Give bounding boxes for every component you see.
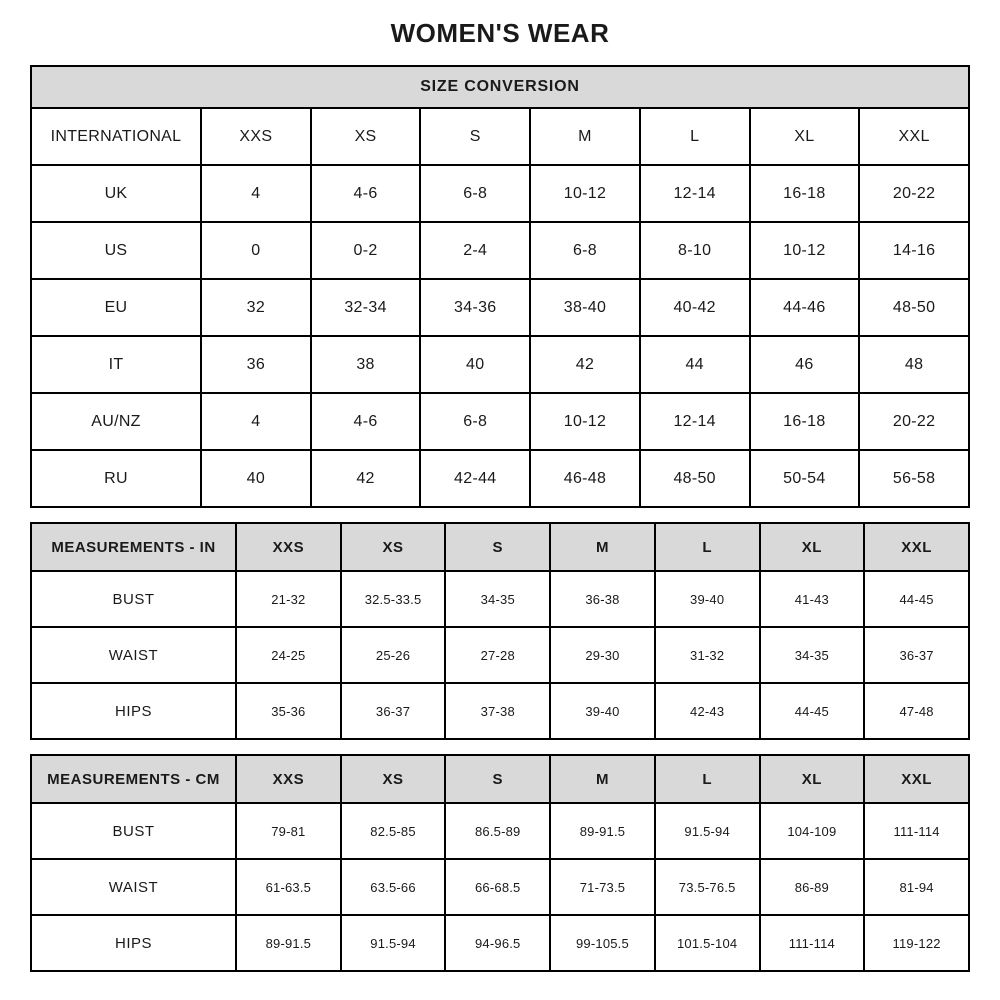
size-cell: 4: [201, 165, 311, 222]
size-cell: 16-18: [750, 393, 860, 450]
column-header: XL: [760, 523, 865, 571]
measurement-cell: 29-30: [550, 627, 655, 683]
size-cell: 56-58: [859, 450, 969, 507]
size-cell: XS: [311, 108, 421, 165]
row-label: WAIST: [31, 627, 236, 683]
size-cell: 4-6: [311, 165, 421, 222]
column-header: XXS: [236, 755, 341, 803]
size-cell: 10-12: [750, 222, 860, 279]
size-cell: 34-36: [420, 279, 530, 336]
column-header: M: [550, 755, 655, 803]
table-title: MEASUREMENTS - CM: [31, 755, 236, 803]
size-cell: 40: [201, 450, 311, 507]
row-label: IT: [31, 336, 201, 393]
size-cell: 6-8: [420, 393, 530, 450]
measurement-cell: 39-40: [655, 571, 760, 627]
column-header: XL: [760, 755, 865, 803]
measurement-cell: 111-114: [760, 915, 865, 971]
measurement-cell: 63.5-66: [341, 859, 446, 915]
row-label: EU: [31, 279, 201, 336]
size-cell: 6-8: [420, 165, 530, 222]
measurement-cell: 34-35: [760, 627, 865, 683]
measurement-cell: 89-91.5: [550, 803, 655, 859]
measurement-cell: 104-109: [760, 803, 865, 859]
table-row: [31, 108, 969, 165]
measurement-cell: 47-48: [864, 683, 969, 739]
measurement-cell: 41-43: [760, 571, 865, 627]
table-banner: SIZE CONVERSION: [31, 66, 969, 108]
measurement-cell: 35-36: [236, 683, 341, 739]
table-banner-row: [31, 66, 969, 108]
size-cell: 6-8: [530, 222, 640, 279]
measurements-in-table: [30, 522, 970, 740]
table-row: [31, 393, 969, 450]
size-cell: 40: [420, 336, 530, 393]
size-cell: 48: [859, 336, 969, 393]
measurement-cell: 94-96.5: [445, 915, 550, 971]
size-cell: 4-6: [311, 393, 421, 450]
measurement-cell: 79-81: [236, 803, 341, 859]
column-header: XXS: [236, 523, 341, 571]
measurement-cell: 24-25: [236, 627, 341, 683]
size-cell: M: [530, 108, 640, 165]
measurement-cell: 25-26: [341, 627, 446, 683]
table-row: [31, 450, 969, 507]
size-cell: 14-16: [859, 222, 969, 279]
table-row: [31, 222, 969, 279]
size-cell: 44: [640, 336, 750, 393]
row-label: WAIST: [31, 859, 236, 915]
measurement-cell: 71-73.5: [550, 859, 655, 915]
measurement-cell: 27-28: [445, 627, 550, 683]
row-label: HIPS: [31, 683, 236, 739]
size-cell: 16-18: [750, 165, 860, 222]
size-cell: 0: [201, 222, 311, 279]
size-cell: 10-12: [530, 165, 640, 222]
page-title: WOMEN'S WEAR: [390, 18, 610, 48]
measurement-cell: 31-32: [655, 627, 760, 683]
size-cell: 2-4: [420, 222, 530, 279]
measurement-cell: 61-63.5: [236, 859, 341, 915]
table-row: [31, 627, 969, 683]
size-cell: L: [640, 108, 750, 165]
row-label: INTERNATIONAL: [31, 108, 201, 165]
table-row: [31, 859, 969, 915]
size-cell: XL: [750, 108, 860, 165]
measurement-cell: 37-38: [445, 683, 550, 739]
size-cell: XXS: [201, 108, 311, 165]
size-cell: 38: [311, 336, 421, 393]
measurement-cell: 111-114: [864, 803, 969, 859]
size-cell: 42-44: [420, 450, 530, 507]
size-cell: 38-40: [530, 279, 640, 336]
table-row: [31, 165, 969, 222]
table-row: [31, 915, 969, 971]
measurement-cell: 66-68.5: [445, 859, 550, 915]
column-header: L: [655, 523, 760, 571]
column-header: M: [550, 523, 655, 571]
table-title: MEASUREMENTS - IN: [31, 523, 236, 571]
measurement-cell: 21-32: [236, 571, 341, 627]
row-label: UK: [31, 165, 201, 222]
measurement-cell: 42-43: [655, 683, 760, 739]
measurement-cell: 44-45: [760, 683, 865, 739]
column-header: XS: [341, 755, 446, 803]
measurement-cell: 73.5-76.5: [655, 859, 760, 915]
size-cell: 4: [201, 393, 311, 450]
size-cell: 46: [750, 336, 860, 393]
measurements-cm-table: [30, 754, 970, 972]
column-header: S: [445, 755, 550, 803]
measurement-cell: 86.5-89: [445, 803, 550, 859]
table-row: [31, 803, 969, 859]
table-row: [31, 336, 969, 393]
measurement-cell: 39-40: [550, 683, 655, 739]
size-cell: 46-48: [530, 450, 640, 507]
measurement-cell: 34-35: [445, 571, 550, 627]
size-cell: 32-34: [311, 279, 421, 336]
table-header-row: [31, 755, 969, 803]
measurement-cell: 82.5-85: [341, 803, 446, 859]
column-header: L: [655, 755, 760, 803]
size-cell: 0-2: [311, 222, 421, 279]
column-header: XXL: [864, 523, 969, 571]
size-cell: 44-46: [750, 279, 860, 336]
size-cell: 10-12: [530, 393, 640, 450]
measurement-cell: 99-105.5: [550, 915, 655, 971]
size-cell: 36: [201, 336, 311, 393]
measurement-cell: 36-37: [864, 627, 969, 683]
size-cell: 40-42: [640, 279, 750, 336]
size-cell: 42: [311, 450, 421, 507]
column-header: XXL: [864, 755, 969, 803]
size-cell: 32: [201, 279, 311, 336]
measurement-cell: 101.5-104: [655, 915, 760, 971]
row-label: US: [31, 222, 201, 279]
measurement-cell: 89-91.5: [236, 915, 341, 971]
column-header: XS: [341, 523, 446, 571]
size-cell: 42: [530, 336, 640, 393]
measurement-cell: 81-94: [864, 859, 969, 915]
measurement-cell: 44-45: [864, 571, 969, 627]
row-label: BUST: [31, 571, 236, 627]
row-label: BUST: [31, 803, 236, 859]
measurement-cell: 36-37: [341, 683, 446, 739]
measurement-cell: 91.5-94: [341, 915, 446, 971]
measurement-cell: 32.5-33.5: [341, 571, 446, 627]
table-row: [31, 279, 969, 336]
column-header: S: [445, 523, 550, 571]
measurement-cell: 86-89: [760, 859, 865, 915]
measurement-cell: 91.5-94: [655, 803, 760, 859]
table-row: [31, 571, 969, 627]
size-cell: 48-50: [859, 279, 969, 336]
size-cell: 20-22: [859, 393, 969, 450]
size-cell: 50-54: [750, 450, 860, 507]
size-cell: 12-14: [640, 393, 750, 450]
size-cell: 12-14: [640, 165, 750, 222]
size-cell: XXL: [859, 108, 969, 165]
measurement-cell: 119-122: [864, 915, 969, 971]
size-cell: 48-50: [640, 450, 750, 507]
table-row: [31, 683, 969, 739]
page: [30, 0, 970, 972]
measurement-cell: 36-38: [550, 571, 655, 627]
row-label: HIPS: [31, 915, 236, 971]
size-cell: 20-22: [859, 165, 969, 222]
size-cell: 8-10: [640, 222, 750, 279]
row-label: AU/NZ: [31, 393, 201, 450]
size-cell: S: [420, 108, 530, 165]
table-header-row: [31, 523, 969, 571]
size-conversion-table: [30, 65, 970, 508]
row-label: RU: [31, 450, 201, 507]
